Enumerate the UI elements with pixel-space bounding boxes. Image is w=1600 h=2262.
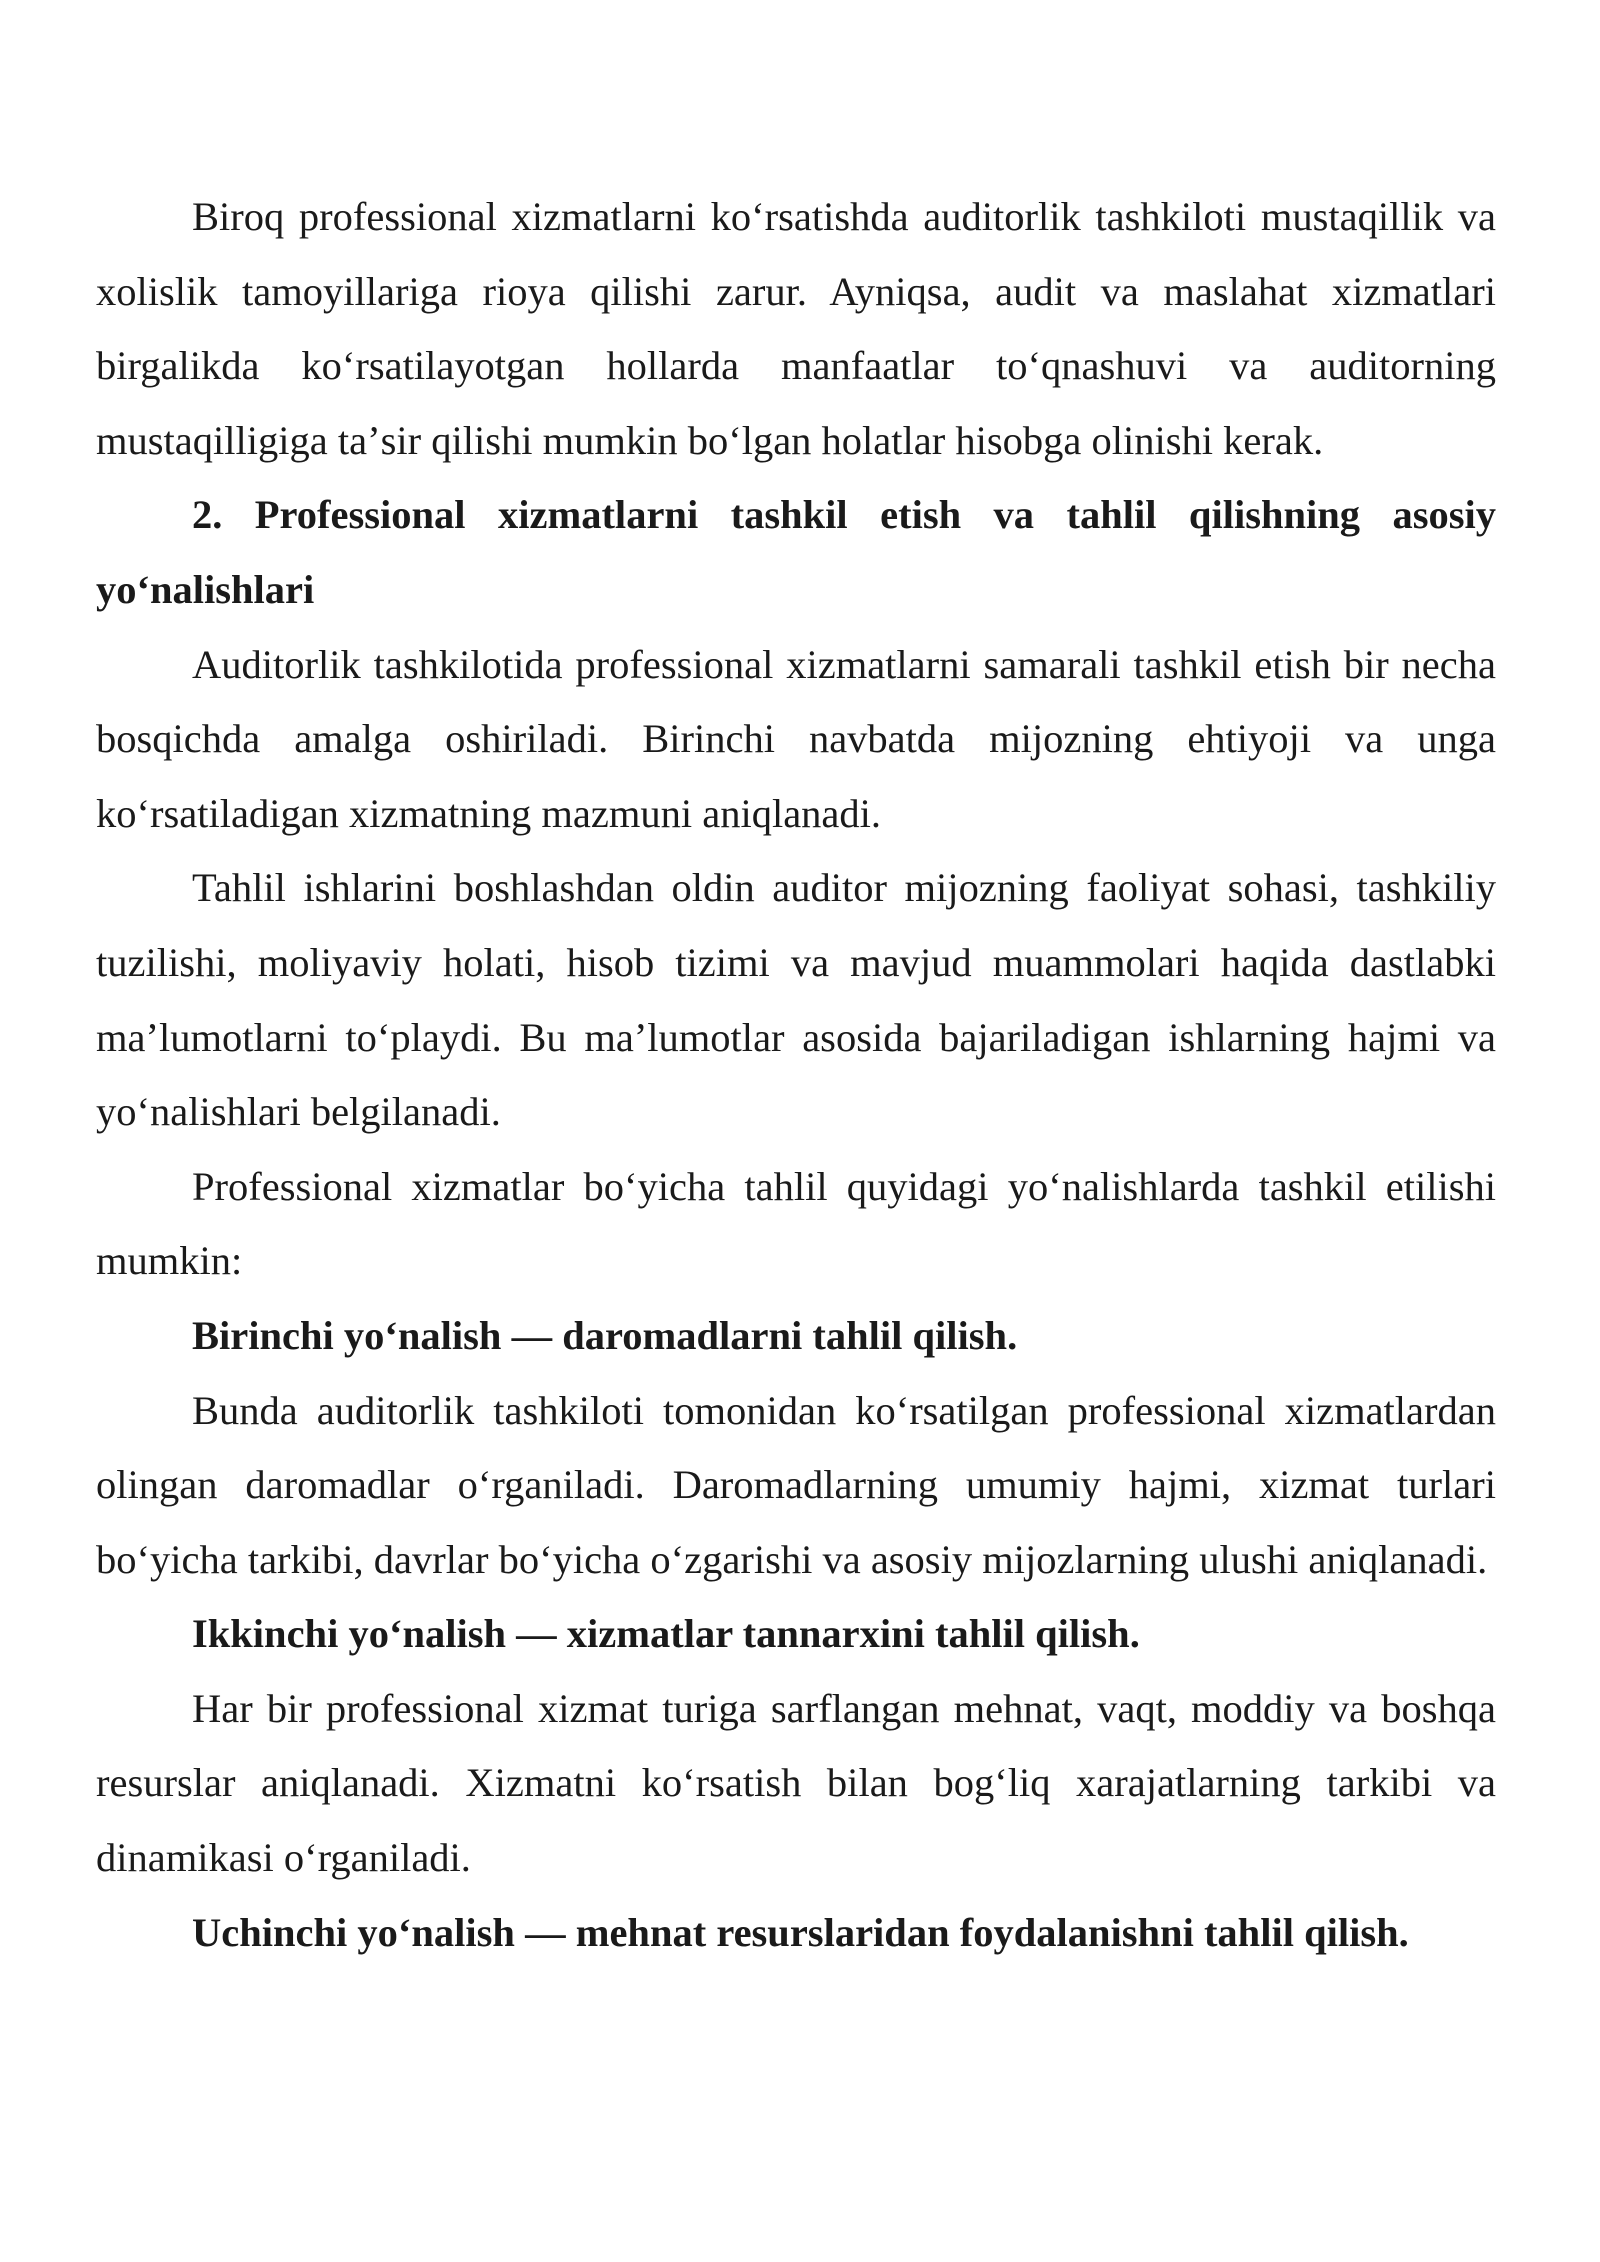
subheading-third-direction: Uchinchi yoʻnalish — mehnat resurslaridan foydalanishni tahlil qilish.: [192, 1909, 1409, 1955]
subheading-second-direction: Ikkinchi yoʻnalish — xizmatlar tannarxini tahlil qilish.: [192, 1611, 1140, 1657]
paragraph-independence: Biroq professional xizmatlarni koʻrsatishda auditorlik tashkiloti mustaqillik va xolislik tamoyillariga rioya qilishi zarur. Ayniqsa, audit va maslahat xizmatlari birgalikda koʻrsatilayotgan hollarda manfaatlar toʻqnashuvi va auditorning mustaqilligiga taʼsir qilishi mumkin boʻlgan holatlar hisobga olinishi kerak.: [96, 194, 1496, 463]
paragraph-preliminary-info: Tahlil ishlarini boshlashdan oldin auditor mijozning faoliyat sohasi, tashkiliy tuzilishi, moliyaviy holati, hisob tizimi va mavjud muammolari haqida dastlabki maʼlumotlarni toʻplaydi. Bu maʼlumotlar asosida bajariladigan ishlarning hajmi va yoʻnalishlari belgilanadi.: [96, 865, 1496, 1135]
paragraph-analysis-directions-intro: Professional xizmatlar boʻyicha tahlil quyidagi yoʻnalishlarda tashkil etilishi mumkin:: [96, 1163, 1496, 1284]
section-heading: 2. Professional xizmatlarni tashkil etish va tahlil qilishning asosiy yoʻnalishlari: [96, 492, 1496, 612]
document-body: [96, 180, 1496, 1970]
paragraph-cost-analysis: Har bir professional xizmat turiga sarflangan mehnat, vaqt, moddiy va boshqa resurslar aniqlanadi. Xizmatni koʻrsatish bilan bogʻliq xarajatlarning tarkibi va dinamikasi oʻrganiladi.: [96, 1685, 1496, 1881]
paragraph-organization-stages: Auditorlik tashkilotida professional xizmatlarni samarali tashkil etish bir necha bosqichda amalga oshiriladi. Birinchi navbatda mijozning ehtiyoji va unga koʻrsatiladigan xizmatning mazmuni aniqlanadi.: [96, 641, 1496, 836]
subheading-first-direction: Birinchi yoʻnalish — daromadlarni tahlil qilish.: [192, 1312, 1018, 1358]
paragraph-revenue-analysis: Bunda auditorlik tashkiloti tomonidan koʻrsatilgan professional xizmatlardan olingan daromadlar oʻrganiladi. Daromadlarning umumiy hajmi, xizmat turlari boʻyicha tarkibi, davrlar boʻyicha oʻzgarishi va asosiy mijozlarning ulushi aniqlanadi.: [96, 1387, 1496, 1582]
